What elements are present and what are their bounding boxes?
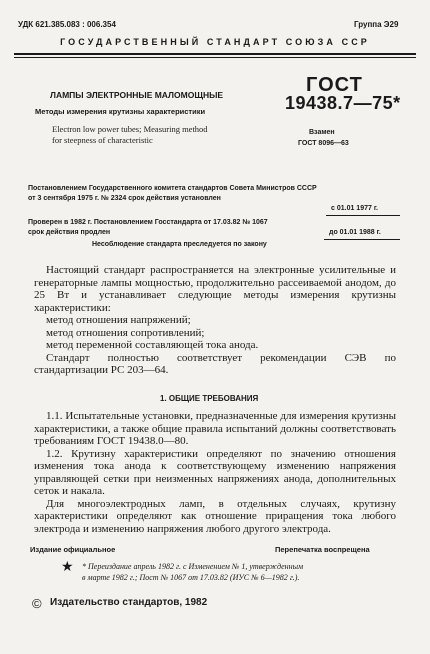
replaced-label: Взамен <box>309 129 335 136</box>
replaced-document: ГОСТ 8096—63 <box>298 140 349 147</box>
date-underline-1 <box>326 215 400 216</box>
section-heading: 1. ОБЩИЕ ТРЕБОВАНИЯ <box>160 394 259 403</box>
date-underline-2 <box>324 239 400 240</box>
header-rule-thin <box>14 57 416 58</box>
clause-1-2: 1.2. Крутизну характеристики определяют по значению отношения изменения тока анода к соответствующему изменению напряжения управляющей сетки при неизменных напряжениях анода, дополнительных сеток и накала. <box>34 447 396 497</box>
reprint-prohibited-label: Перепечатка воспрещена <box>275 545 370 554</box>
gost-label: ГОСТ <box>306 74 363 96</box>
resolution-line-4: срок действия продлен <box>28 229 111 236</box>
legal-notice: Несоблюдение стандарта преследуется по закону <box>92 241 267 248</box>
clause-1-2-multielectrode: Для многоэлектродных ламп, в отдельных случаях, крутизну характеристики определяют как отношение приращения тока любого электрода и изменению напряжения любого другого электрода. <box>34 497 396 535</box>
footnote-line-1: * Переиздание апрель 1982 г. с Изменением № 1, утвержденным <box>82 562 304 571</box>
reissue-footnote <box>82 561 303 583</box>
method-item-3: метод переменной составляющей тока анода. <box>46 339 259 351</box>
footnote-line-2: в марте 1982 г.; Пост № 1067 от 17.03.82 (ИУС № 6—1982 г.). <box>82 573 300 582</box>
copyright-icon: © <box>32 596 42 611</box>
method-item-2: метод отношения сопротивлений; <box>46 326 205 339</box>
method-item-1: метод отношения напряжений; <box>46 314 191 326</box>
group-code: Группа Э29 <box>354 20 399 29</box>
introduction <box>34 264 396 377</box>
header-rule-thick <box>14 53 416 55</box>
state-standard-title: ГОСУДАРСТВЕННЫЙ СТАНДАРТ СОЮЗА ССР <box>60 37 370 47</box>
resolution-line-1: Постановлением Государственного комитета стандартов Совета Министров СССР <box>28 185 317 192</box>
english-title-line-1: Electron low power tubes; Measuring method <box>52 124 208 134</box>
udk-code: УДК 621.385.083 : 006.354 <box>18 20 116 29</box>
star-icon: ★ <box>61 558 74 574</box>
english-title-line-2: for steepness of characteristic <box>52 135 153 145</box>
official-edition-label: Издание официальное <box>30 545 116 554</box>
document-title: ЛАМПЫ ЭЛЕКТРОННЫЕ МАЛОМОЩНЫЕ <box>50 90 224 100</box>
cmea-paragraph: Стандарт полностью соответствует рекомендации СЭВ по стандартизации РС 203—64. <box>34 351 396 376</box>
document-subtitle: Методы измерения крутизны характеристики <box>35 107 206 116</box>
resolution-line-3: Проверен в 1982 г. Постановлением Госстандарта от 17.03.82 № 1067 <box>28 219 268 226</box>
intro-paragraph: Настоящий стандарт распространяется на электронные усилительные и генераторные лампы мощностью, продолжительно рассеиваемой анодом, до 25 Вт и устанавливает следующие методы измерения крутизны характеристики: <box>34 264 396 314</box>
section-1-body <box>34 410 396 535</box>
clause-1-1: 1.1. Испытательные установки, предназначенные для измерения крутизны характеристики, а также общие правила испытаний должны соответствовать требованиям ГОСТ 19438.0—80. <box>34 410 396 447</box>
resolution-line-2: от 3 сентября 1975 г. № 2324 срок действия установлен <box>28 195 221 202</box>
resolution-date-start: с 01.01 1977 г. <box>331 205 378 212</box>
english-title <box>52 124 208 146</box>
resolution-date-extended: до 01.01 1988 г. <box>329 229 381 236</box>
publisher-line: Издательство стандартов, 1982 <box>50 597 208 608</box>
gost-number: 19438.7—75* <box>285 93 401 113</box>
